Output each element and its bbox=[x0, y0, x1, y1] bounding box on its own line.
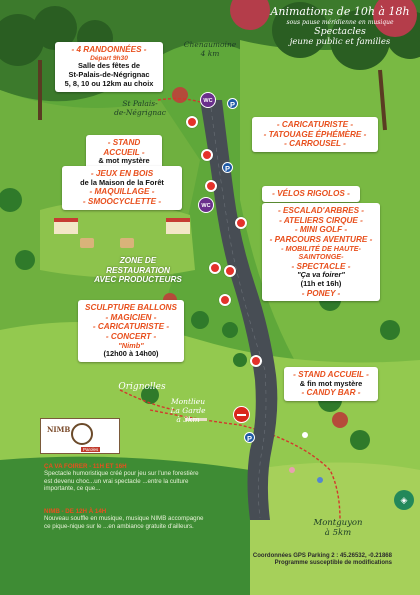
panel-jeux bbox=[62, 166, 182, 210]
jeux-maison: de la Maison de la Forêt bbox=[80, 177, 164, 187]
parking-icon bbox=[222, 162, 233, 173]
organizer-logo-icon: ◈ bbox=[394, 490, 414, 510]
concert-times: (12h00 à 14h00) bbox=[103, 349, 159, 359]
nimb-sub: Paroles bbox=[83, 447, 99, 452]
randonnees-lieu: St-Palais-de-Négrignac bbox=[68, 70, 150, 80]
spectacle-label: - SPECTACLE - bbox=[291, 261, 351, 271]
place-montlieu bbox=[160, 398, 216, 425]
panel-randonnees bbox=[55, 42, 163, 92]
zone-line2: RESTAURATION bbox=[106, 265, 170, 275]
adult-figure bbox=[317, 477, 323, 483]
marker-dot bbox=[186, 116, 198, 128]
sculpture-label: SCULPTURE BALLONS bbox=[85, 303, 177, 312]
place-montguyon-name: Montguyon bbox=[313, 518, 363, 528]
nimb-text: Nouveau souffle en musique, musique NIMB accompagne ce pique-nique sur le ...en ambiance gratuite d'ailleurs. bbox=[44, 515, 204, 530]
parking-label: P bbox=[224, 164, 230, 173]
coords-text: Coordonnées GPS Parking 2 : 45.26532, -0.21868 bbox=[252, 553, 392, 559]
marker-dot bbox=[250, 355, 262, 367]
spectacle-times: (11h et 16h) bbox=[300, 279, 342, 289]
magicien-label: - MAGICIEN - bbox=[105, 312, 157, 322]
stand-accueil-top-title: - STAND ACCUEIL - bbox=[103, 138, 145, 157]
footer-coords bbox=[232, 553, 392, 567]
zone-line1: ZONE DE bbox=[119, 256, 157, 265]
place-chenaumoine bbox=[170, 41, 250, 59]
place-st-palais-name: St Palais- bbox=[122, 99, 158, 108]
header-title bbox=[260, 6, 420, 47]
zone-line3: AVEC PRODUCTEURS bbox=[94, 275, 182, 285]
place-orignolles bbox=[112, 382, 172, 393]
caricaturiste-label: - CARICATURISTE - bbox=[276, 120, 354, 129]
place-chenaumoine-name: Chenaumoine bbox=[183, 40, 237, 49]
place-montguyon-km: à 5km bbox=[324, 528, 352, 539]
candy-bar-label: - CANDY BAR - bbox=[301, 388, 361, 398]
food-table-icon bbox=[120, 238, 134, 248]
smoocyclette-label: - SMOOCYCLETTE - bbox=[82, 197, 162, 207]
nimb-title: NIMB - DE 12H À 14H bbox=[44, 508, 107, 515]
caricaturiste-bottom-label: - CARICATURISTE - bbox=[92, 322, 170, 332]
stand-accueil-top-sub: & mot mystère bbox=[98, 156, 150, 166]
place-montlieu-name-2: La Garde bbox=[170, 405, 206, 415]
footer-nimb bbox=[44, 508, 204, 530]
header-line4: jeune public et familles bbox=[289, 37, 391, 48]
panel-sculpture bbox=[78, 300, 184, 362]
place-st-palais-name-2: de-Négrignac bbox=[114, 107, 166, 117]
cirque-label: - ATELIERS CIRQUE - bbox=[279, 215, 363, 225]
maquillage-label: - MAQUILLAGE - bbox=[89, 187, 155, 197]
marker-dot bbox=[205, 180, 217, 192]
wc-label: WC bbox=[201, 203, 211, 209]
mobilite-label: - MOBILITÉ DE HAUTE-SAINTONGE- bbox=[281, 243, 361, 262]
randonnees-salle: Salle des fêtes de bbox=[77, 61, 141, 71]
nimb-card bbox=[40, 418, 120, 454]
wc-icon bbox=[200, 92, 216, 108]
wc-label: WC bbox=[203, 98, 213, 104]
randonnees-title: - 4 RANDONNÉES - bbox=[71, 45, 147, 54]
header-line2: sous pause méridienne en musique bbox=[286, 18, 394, 26]
marker-dot bbox=[219, 294, 231, 306]
wheel-icon bbox=[71, 423, 93, 445]
stand-accueil-bottom-sub: & fin mot mystère bbox=[299, 378, 363, 388]
minigolf-label: - MINI GOLF - bbox=[294, 225, 348, 235]
place-montlieu-name: Montlieu bbox=[170, 397, 206, 406]
marker-dot bbox=[224, 265, 236, 277]
marker-dot bbox=[235, 217, 247, 229]
place-orignolles-name: Orignolles bbox=[118, 382, 166, 392]
panel-stand-accueil-top bbox=[86, 135, 162, 169]
concert-name: "Nimb" bbox=[118, 340, 144, 350]
poney-label: - PONEY - bbox=[301, 288, 341, 298]
marker-dot bbox=[209, 262, 221, 274]
program-note: Programme susceptible de modifications bbox=[274, 560, 392, 567]
header-line1: Animations de 10h à 18h bbox=[270, 5, 410, 18]
nimb-logo: NIMB bbox=[47, 425, 71, 434]
footer-foirer bbox=[44, 463, 204, 492]
carrousel-label: - CARROUSEL - bbox=[284, 139, 346, 149]
foirer-title: ÇA VA FOIRER - 11H ET 16H bbox=[44, 463, 127, 470]
concert-label: - CONCERT - bbox=[105, 332, 157, 342]
place-st-palais bbox=[112, 100, 168, 118]
panel-caricaturiste-top bbox=[252, 117, 378, 152]
randonnees-depart: Départ 9h30 bbox=[90, 54, 128, 62]
parcours-label: - PARCOURS AVENTURE - bbox=[269, 235, 373, 245]
panel-stand-accueil-bottom bbox=[284, 367, 378, 401]
zone-restauration bbox=[88, 256, 188, 285]
ball bbox=[302, 432, 308, 438]
panel-velos bbox=[262, 186, 360, 202]
marker-dot bbox=[201, 149, 213, 161]
parking-icon bbox=[244, 432, 255, 443]
tatouage-label: - TATOUAGE ÉPHÉMÈRE - bbox=[263, 129, 367, 139]
food-stall-icon bbox=[166, 218, 190, 234]
place-chenaumoine-km: 4 km bbox=[200, 48, 220, 58]
panel-escalad bbox=[262, 203, 380, 301]
parking-icon bbox=[227, 98, 238, 109]
food-table-icon bbox=[80, 238, 94, 248]
place-montlieu-km: à 3km bbox=[176, 414, 200, 424]
parking-label: P bbox=[229, 100, 235, 109]
stand-accueil-bottom-title: - STAND ACCUEIL - bbox=[293, 370, 369, 379]
no-entry-icon bbox=[233, 406, 250, 423]
header-line3: Spectacles bbox=[314, 26, 366, 38]
parking-label: P bbox=[246, 434, 252, 443]
food-stall-icon bbox=[54, 218, 78, 234]
place-montguyon bbox=[308, 518, 368, 538]
spectacle-title: "Ça va foirer" bbox=[297, 270, 345, 280]
wc-icon bbox=[198, 197, 214, 213]
velos-label: - VÉLOS RIGOLOS - bbox=[272, 189, 350, 198]
foirer-text: Spectacle humoristique créé pour jeu sur l'une forestière est devenu choc...un vrai spectacle ...entre la culture importante, ce que... bbox=[44, 470, 199, 492]
escalad-label: - ESCALAD'ARBRES - bbox=[277, 206, 365, 215]
jeux-title: - JEUX EN BOIS bbox=[90, 169, 154, 178]
randonnees-distances: 5, 8, 10 ou 12km au choix bbox=[64, 78, 154, 88]
child-figure bbox=[289, 467, 295, 473]
